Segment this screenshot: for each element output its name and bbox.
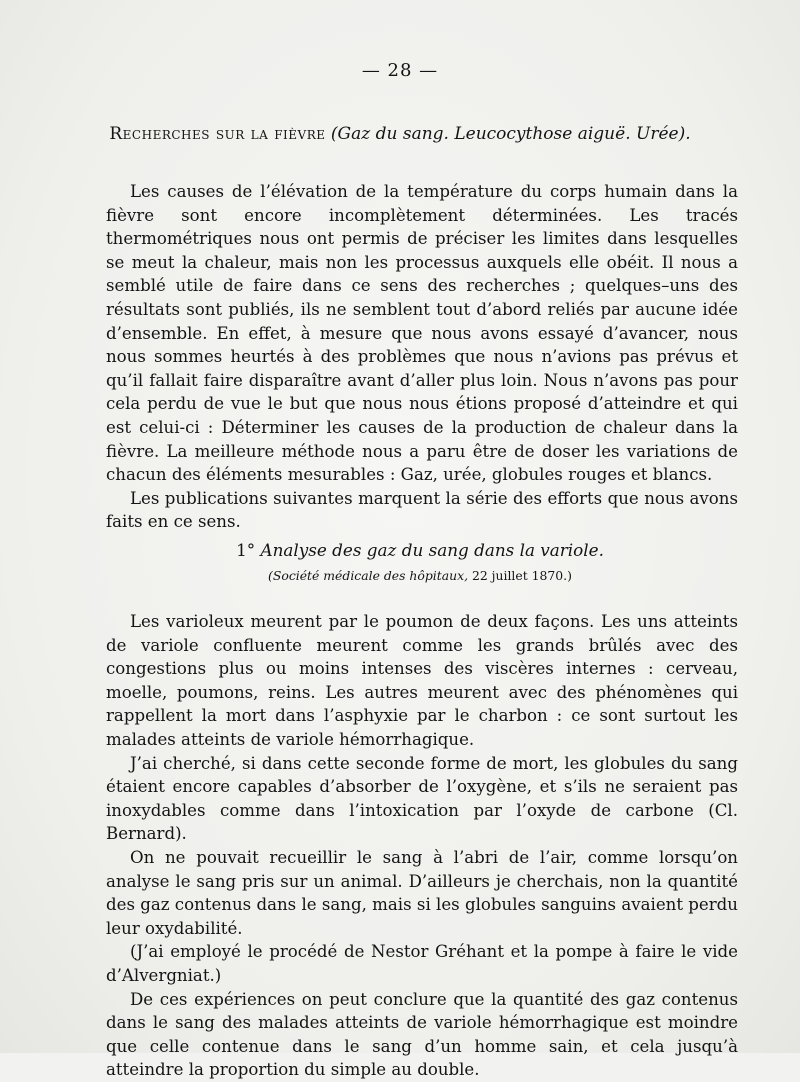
body-paragraph: De ces expériences on peut conclure que la quantité des gaz contenus dans le sang des malades atteints de variole hémorrhagique est moindre que celle contenue dans le sang d’un homme sain, et cela jusqu’à atteindre la proportion du simple au double. (106, 989, 738, 1080)
body-paragraph: (J’ai employé le procédé de Nestor Gréhant et la pompe à faire le vide d’Alvergniat.) (106, 942, 738, 985)
body-paragraph: J’ai cherché, si dans cette seconde forme de mort, les globules du sang étaient encore capables d’absorber de l’oxygène, et s’ils ne seraient pas inoxydables comme dans l’intoxication par l’oxyde de carbone (Cl. Bernard). (106, 753, 738, 844)
source-date: 22 juillet 1870.) (471, 568, 572, 583)
section-heading-title: Recherches sur la fièvre (109, 124, 326, 144)
body-paragraph: On ne pouvait recueillir le sang à l’abri de l’air, comme lorsqu’on analyse le sang pris sur un animal. D’ailleurs je cherchais, non la quantité des gaz contenus dans le sang, mais si les globules sanguins avaient perdu leur oxydabilité. (106, 847, 738, 938)
subsection-number: 1° (236, 540, 256, 560)
section-heading (0, 124, 800, 144)
page-number: — 28 — (361, 60, 439, 81)
subsection-title (0, 540, 800, 560)
source-society: (Société médicale des hôpitaux, (268, 568, 469, 583)
section-heading-subtitle: (Gaz du sang. Leucocythose aiguë. Urée). (330, 124, 691, 144)
body-paragraph: Les varioleux meurent par le poumon de deux façons. Les uns atteints de variole confluente meurent comme les grands brûlés avec des congestions plus ou moins intenses des viscères internes : cerveau, moelle, poumons, reins. Les autres meurent avec des phénomènes qui rappellent la mort dans l’asphyxie par le charbon : ce sont surtout les malades atteints de variole hémorrhagique. (106, 612, 738, 749)
intro-text (106, 180, 738, 534)
intro-paragraph: Les publications suivantes marquent la série des efforts que nous avons faits en ce sens. (106, 488, 738, 532)
intro-paragraph: Les causes de l’élévation de la température du corps humain dans la fièvre sont encore incomplètement déterminées. Les tracés thermométriques nous ont permis de préciser les limites dans lesquelles se meut la chaleur, mais non les processus auxquels elle obéit. Il nous a semblé utile de faire dans ce sens des recherches ; quelques–uns des résultats sont publiés, ils ne semblent tout d’abord reliés par aucune idée d’ensemble. En effet, à mesure que nous avons essayé d’avancer, nous nous sommes heurtés à des problèmes que nous n’avions pas prévus et qu’il fallait faire disparaître avant d’aller plus loin. Nous n’avons pas pour cela perdu de vue le but que nous nous étions proposé d’atteindre et qui est celui-ci : Déterminer les causes de la production de chaleur dans la fièvre. La meilleure méthode nous a paru être de doser les variations de chacun des éléments mesurables : Gaz, urée, globules rouges et blancs. (106, 182, 738, 485)
body-text (106, 610, 738, 1082)
subsection-source (0, 568, 800, 583)
subsection-title-text: Analyse des gaz du sang dans la variole. (260, 540, 604, 560)
